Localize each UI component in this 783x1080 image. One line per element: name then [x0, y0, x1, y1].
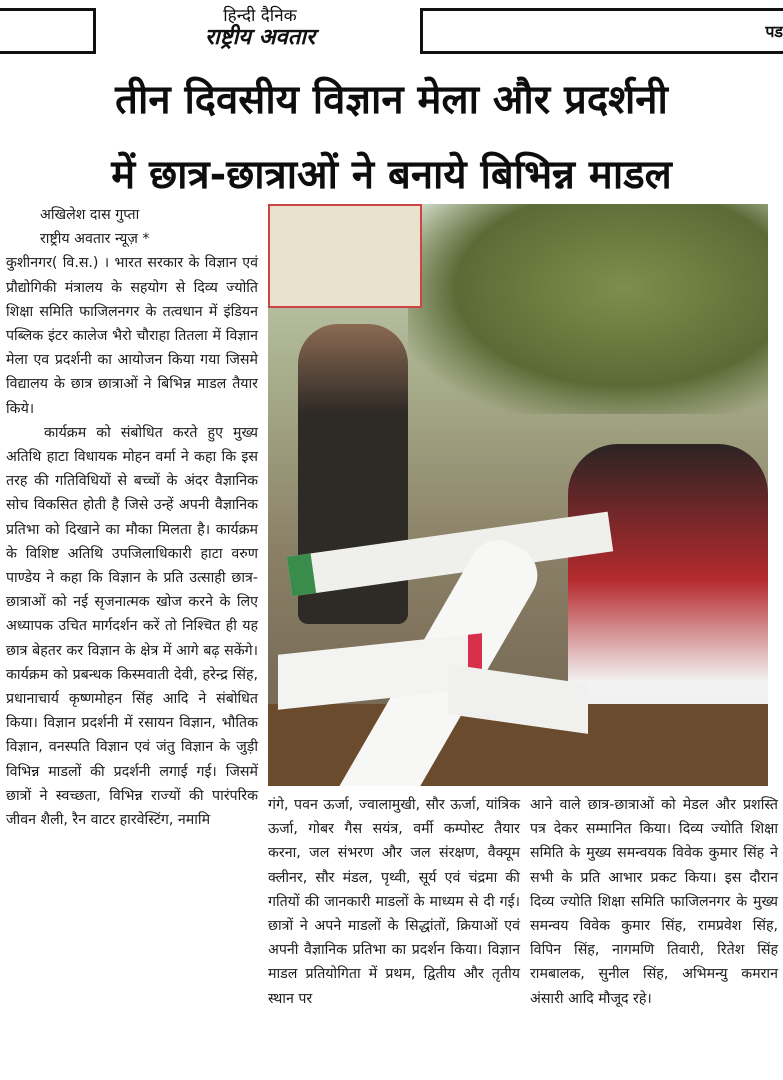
headline-line-1: तीन दिवसीय विज्ञान मेला और प्रदर्शनी	[115, 77, 668, 123]
article-paragraph: आने वाले छात्र-छात्राओं को मेडल और प्रशस्ति पत्र देकर सम्मानित किया। दिव्य ज्योति शिक्षा समिति के मुख्य समन्वयक विवेक कुमार सिंह ने सभी के प्रति आभार प्रकट किया। इस दौरान दिव्य ज्योति शिक्षा समिति फाजिलनगर के मुख्य समन्वय विवेक कुमार सिंह, रामप्रवेश सिंह, विपिन सिंह, नागमणि तिवारी, रितेश सिंह रामबालक, सुनील सिंह, अभिमन्यु कमरान अंसारी आदि मौजूद रहे।	[530, 797, 778, 1007]
article-column-left	[6, 203, 258, 832]
header-rule-box-left	[0, 8, 96, 54]
photo-banner	[268, 204, 422, 308]
article-paragraph: कार्यक्रम को संबोधित करते हुए मुख्य अतिथि हाटा विधायक मोहन वर्मा ने कहा कि इस तरह की गतिविधियों से बच्चों के अंदर वैज्ञानिक सोच विकसित होती है जिसे उन्हें अपनी वैज्ञानिक प्रतिभा को दिखाने का मौका मिलता है। कार्यक्रम के विशिष्ट अतिथि उपजिलाधिकारी हाटा वरुण पाण्डेय ने कहा कि विज्ञान के प्रति उत्साही छात्र-छात्राओं को नई सृजनात्मक खोज करने के लिए अध्यापक उचित मार्गदर्शन करें तो निश्चित ही यह छात्र बेहतर कर विज्ञान के क्षेत्र में आगे बढ़ सकेंगे। कार्यक्रम को प्रबन्धक किस्मवाती देवी, हरेन्द्र सिंह, प्रधानाचार्य कृष्णमोहन सिंह आदि ने संबोधित किया। विज्ञान प्रदर्शनी में रसायन विज्ञान, भौतिक विज्ञान, वनस्पति विज्ञान एवं जंतु विज्ञान के जुड़ी विभिन्न माडलों की प्रदर्शनी लगाई गई। जिसमें छात्रों ने स्वच्छता, विभिन्न राज्यों की पारंपरिक जीवन शैली, रैन वाटर हारवेस्टिंग, नमामि	[6, 424, 258, 829]
masthead-top: हिन्दी दैनिक	[223, 6, 297, 26]
photo-tree	[408, 204, 768, 414]
article-paragraph: गंगे, पवन ऊर्जा, ज्वालामुखी, सौर ऊर्जा, यांत्रिक ऊर्जा, गोबर गैस सयंत्र, वर्मी कम्पोस्ट तैयार करना, जल संभरण और जल संरक्षण, वैक्यूम क्लीनर, सौर मंडल, पृथ्वी, सूर्य एवं चंद्रमा की गतियों की जानकारी माडलों के माध्यम से दी गई। छात्रों ने अपने माडलों के सिद्धांतों, क्रियाओं एवं अपनी वैज्ञानिक प्रतिभा का प्रदर्शन किया। विज्ञान माडल प्रतियोगिता में प्रथम, द्वितीय और तृतीय स्थान पर	[268, 797, 520, 1007]
news-photo	[268, 204, 768, 786]
article-column-right	[530, 793, 778, 1011]
article-paragraph: कुशीनगर( वि.स.) । भारत सरकार के विज्ञान एवं प्रौद्योगिकी मंत्रालय के सहयोग से दिव्य ज्योति शिक्षा समिति फाजिलनगर के तत्वधान में इंडियन पब्लिक इंटर कालेज भैरो चौराहा तितला में विज्ञान मेला एव प्रदर्शनी का आयोजन किया गया जिसमे विद्यालय के छात्र छात्राओं ने बिभिन्न माडल तैयार किये।	[6, 255, 258, 417]
byline-author: अखिलेश दास गुप्ता	[40, 207, 140, 223]
byline-org: राष्ट्रीय अवतार न्यूज़ *	[40, 231, 150, 248]
headline-line-2: में छात्र-छात्राओं ने बनाये बिभिन्न माडल	[111, 152, 672, 198]
article-column-middle	[268, 793, 520, 1011]
page-label: पड	[765, 22, 783, 41]
header-rule-box-right	[420, 8, 783, 54]
masthead-name: राष्ट्रीय अवतार	[205, 25, 315, 50]
masthead	[150, 6, 370, 50]
